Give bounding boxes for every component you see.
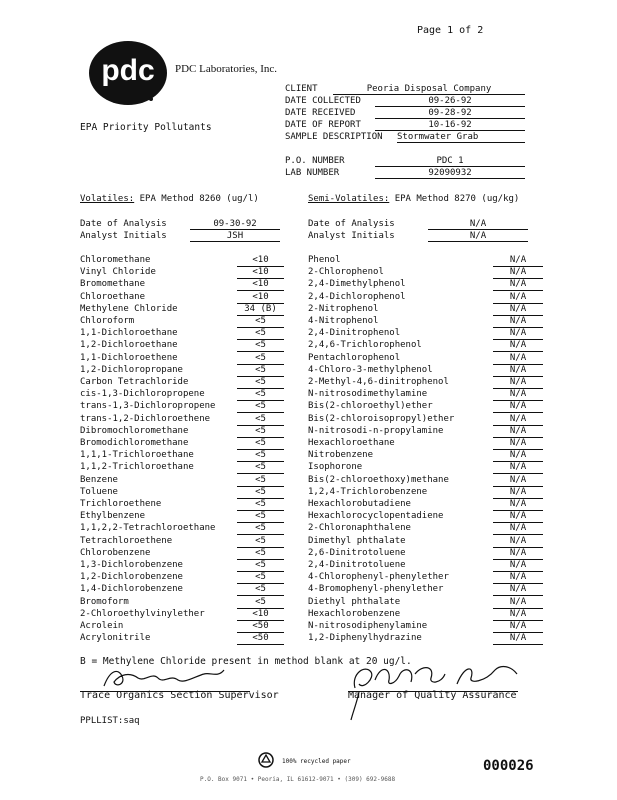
- semivolatile-analyte-result: N/A: [493, 425, 543, 438]
- semivolatile-analyte-name: 4-Bromophenyl-phenylether: [308, 584, 444, 595]
- document-number: 000026: [483, 758, 534, 774]
- volatile-analyte-result: <5: [237, 327, 284, 340]
- semivolatile-row: [308, 583, 543, 595]
- semivolatile-row: [308, 327, 543, 339]
- semivolatile-analyte-result: N/A: [493, 583, 543, 596]
- semivolatile-row: [308, 303, 543, 315]
- volatile-row: [80, 352, 300, 364]
- semivolatile-analyte-name: Phenol: [308, 255, 341, 265]
- volatile-row: [80, 339, 300, 351]
- semivolatile-analyte-result: N/A: [493, 596, 543, 609]
- volatile-analyte-result: <10: [237, 608, 284, 621]
- volatile-analyte-name: Bromoform: [80, 596, 129, 607]
- date-report-value: 10-16-92: [375, 120, 525, 131]
- volatile-analyte-result: <5: [237, 535, 284, 548]
- semivolatile-row: [308, 535, 543, 547]
- semivolatile-analyte-name: 2,4-Dinitrophenol: [308, 328, 401, 339]
- semivolatile-analyte-result: N/A: [493, 559, 543, 572]
- volatile-analyte-result: <5: [237, 461, 284, 474]
- volatile-analyte-result: <5: [237, 400, 284, 413]
- semivolatile-analyte-name: 2,4,6-Trichlorophenol: [308, 340, 422, 351]
- semivolatile-analyte-name: 2-Chloronaphthalene: [308, 523, 411, 534]
- volatile-row: [80, 486, 300, 498]
- volatile-row: [80, 303, 300, 315]
- semivolatile-analyte-result: N/A: [493, 522, 543, 535]
- volatile-row: [80, 437, 300, 449]
- semivolatile-analyte-name: 1,2-Diphenylhydrazine: [308, 633, 422, 644]
- volatile-row: [80, 547, 300, 559]
- semivolatile-analyte-result: N/A: [493, 571, 543, 584]
- volatiles-date-label: Date of Analysis: [80, 219, 167, 229]
- semivolatile-analyte-result: N/A: [493, 339, 543, 352]
- volatile-analyte-name: Toluene: [80, 486, 118, 497]
- semivolatiles-analyst-label: Analyst Initials: [308, 231, 395, 241]
- semivolatile-analyte-name: 2-Nitrophenol: [308, 303, 379, 314]
- volatile-analyte-name: Chloromethane: [80, 255, 151, 265]
- semivolatile-row: [308, 474, 543, 486]
- date-report-label: DATE OF REPORT: [285, 120, 361, 130]
- volatile-row: [80, 327, 300, 339]
- volatile-analyte-name: trans-1,2-Dichloroethene: [80, 413, 211, 424]
- volatile-row: [80, 449, 300, 461]
- supervisor-signature: [100, 664, 230, 692]
- semivolatile-row: [308, 498, 543, 510]
- semivolatile-analyte-result: N/A: [493, 303, 543, 316]
- reference-code: PPLLIST:saq: [80, 716, 140, 726]
- volatile-analyte-name: 1,1,1-Trichloroethane: [80, 450, 194, 461]
- semivolatile-row: [308, 254, 543, 266]
- volatile-analyte-name: 1,4-Dichlorobenzene: [80, 584, 183, 595]
- volatile-row: [80, 571, 300, 583]
- volatile-analyte-name: Bromomethane: [80, 279, 146, 290]
- volatiles-analyst-label: Analyst Initials: [80, 231, 167, 241]
- volatile-row: [80, 522, 300, 534]
- semivolatile-analyte-name: Isophorone: [308, 462, 363, 473]
- date-collected-value: 09-26-92: [375, 96, 525, 107]
- semivolatile-analyte-name: 2,4-Dinitrotoluene: [308, 560, 406, 570]
- semivolatile-analyte-result: N/A: [493, 486, 543, 499]
- volatile-analyte-result: <5: [237, 498, 284, 511]
- semivolatile-analyte-name: Pentachlorophenol: [308, 352, 401, 363]
- volatile-row: [80, 535, 300, 547]
- po-number-label: P.O. NUMBER: [285, 156, 345, 166]
- volatile-row: [80, 461, 300, 473]
- semivolatile-analyte-result: N/A: [493, 400, 543, 413]
- semivolatile-row: [308, 278, 543, 290]
- volatile-analyte-name: cis-1,3-Dichloropropene: [80, 389, 205, 400]
- volatile-analyte-name: 1,2-Dichloropropane: [80, 364, 183, 375]
- volatile-row: [80, 291, 300, 303]
- volatile-row: [80, 608, 300, 620]
- manager-title: Manager of Quality Assurance: [348, 690, 517, 701]
- volatile-analyte-result: <5: [237, 352, 284, 365]
- volatile-analyte-result: <10: [237, 254, 284, 267]
- volatile-row: [80, 510, 300, 522]
- volatile-row: [80, 388, 300, 400]
- recycle-icon: [258, 752, 274, 768]
- volatile-analyte-result: <5: [237, 547, 284, 560]
- semivolatile-analyte-result: N/A: [493, 474, 543, 487]
- semivolatile-analyte-name: Nitrobenzene: [308, 450, 374, 461]
- semivolatile-row: [308, 522, 543, 534]
- semivolatile-analyte-result: N/A: [493, 535, 543, 548]
- semivolatile-row: [308, 461, 543, 473]
- volatile-analyte-name: Chloroethane: [80, 291, 146, 302]
- footer-address: P.O. Box 9071 • Peoria, IL 61612-9071 • (309) 692-9688: [200, 776, 396, 783]
- semivolatile-analyte-name: Dimethyl phthalate: [308, 535, 406, 546]
- manager-signature: [345, 654, 525, 724]
- semivolatile-analyte-name: 2,6-Dinitrotoluene: [308, 547, 406, 558]
- volatile-analyte-result: <5: [237, 486, 284, 499]
- volatile-analyte-result: <5: [237, 388, 284, 401]
- volatile-row: [80, 583, 300, 595]
- volatile-analyte-result: <5: [237, 315, 284, 328]
- volatile-analyte-name: Vinyl Chloride: [80, 267, 156, 278]
- semivolatile-analyte-result: N/A: [493, 608, 543, 621]
- semivolatile-analyte-result: N/A: [493, 278, 543, 291]
- lab-name: PDC Laboratories, Inc.: [175, 63, 278, 75]
- footnote: B = Methylene Chloride present in method blank at 20 ug/l.: [80, 656, 412, 667]
- client-value: Peoria Disposal Company: [333, 84, 525, 95]
- semivolatile-row: [308, 510, 543, 522]
- volatile-row: [80, 376, 300, 388]
- volatile-analyte-result: <5: [237, 437, 284, 450]
- volatile-row: [80, 364, 300, 376]
- pdc-logo-icon: [88, 40, 168, 106]
- semivolatile-row: [308, 437, 543, 449]
- volatile-analyte-result: <5: [237, 474, 284, 487]
- volatile-analyte-name: 1,1-Dichloroethene: [80, 352, 178, 363]
- volatile-row: [80, 400, 300, 412]
- semivolatile-analyte-name: 1,2,4-Trichlorobenzene: [308, 486, 428, 497]
- semivolatile-analyte-name: 2,4-Dichlorophenol: [308, 291, 406, 302]
- semivolatile-row: [308, 352, 543, 364]
- volatile-analyte-result: <50: [237, 632, 284, 645]
- volatile-analyte-result: <5: [237, 449, 284, 462]
- volatile-analyte-result: <10: [237, 266, 284, 279]
- volatile-analyte-name: Ethylbenzene: [80, 511, 146, 522]
- semivolatile-analyte-result: N/A: [493, 254, 543, 267]
- semivolatile-analyte-result: N/A: [493, 437, 543, 450]
- semivolatile-analyte-name: 4-Chlorophenyl-phenylether: [308, 572, 449, 583]
- semivolatile-row: [308, 620, 543, 632]
- semivolatile-analyte-name: 4-Nitrophenol: [308, 316, 379, 326]
- semivolatile-analyte-result: N/A: [493, 291, 543, 304]
- volatile-analyte-name: Chloroform: [80, 316, 135, 326]
- semivolatile-analyte-name: Bis(2-chloroisopropyl)ether: [308, 413, 455, 424]
- semivolatile-analyte-result: N/A: [493, 352, 543, 365]
- semivolatile-row: [308, 571, 543, 583]
- semivolatile-analyte-name: 4-Chloro-3-methylphenol: [308, 364, 433, 375]
- semivolatile-row: [308, 449, 543, 461]
- volatile-analyte-name: Trichloroethene: [80, 499, 162, 509]
- volatile-row: [80, 425, 300, 437]
- semivolatile-analyte-result: N/A: [493, 498, 543, 511]
- volatile-analyte-result: <5: [237, 339, 284, 352]
- volatile-analyte-name: 1,2-Dichlorobenzene: [80, 572, 183, 583]
- volatile-analyte-result: <5: [237, 571, 284, 584]
- po-number-value: PDC 1: [375, 156, 525, 167]
- semivolatile-analyte-name: Hexachlorobutadiene: [308, 499, 411, 509]
- semivolatile-analyte-result: N/A: [493, 388, 543, 401]
- semivolatiles-date-label: Date of Analysis: [308, 219, 395, 229]
- semivolatile-analyte-name: Hexachlorobenzene: [308, 608, 401, 619]
- volatile-row: [80, 632, 300, 644]
- volatile-analyte-result: <5: [237, 413, 284, 426]
- document-title: EPA Priority Pollutants: [80, 122, 212, 133]
- volatile-analyte-name: 1,1-Dichloroethane: [80, 328, 178, 339]
- volatile-row: [80, 596, 300, 608]
- volatile-analyte-name: Benzene: [80, 474, 118, 485]
- semivolatile-analyte-name: N-nitrosodimethylamine: [308, 389, 428, 400]
- volatile-analyte-name: 1,2-Dichloroethane: [80, 340, 178, 351]
- semivolatile-row: [308, 596, 543, 608]
- semivolatile-analyte-result: N/A: [493, 461, 543, 474]
- volatile-analyte-name: Acrylonitrile: [80, 633, 151, 644]
- semivolatile-analyte-result: N/A: [493, 266, 543, 279]
- semivolatile-row: [308, 559, 543, 571]
- semivolatile-row: [308, 364, 543, 376]
- semivolatile-analyte-name: N-nitrosodiphenylamine: [308, 621, 428, 631]
- volatile-analyte-name: 2-Chloroethylvinylether: [80, 608, 205, 619]
- volatiles-analyst-value: JSH: [190, 231, 280, 242]
- volatile-analyte-name: Chlorobenzene: [80, 547, 151, 558]
- recycled-paper-note: 100% recycled paper: [282, 758, 351, 765]
- semivolatile-row: [308, 315, 543, 327]
- volatile-analyte-name: 1,3-Dichlorobenzene: [80, 560, 183, 570]
- volatile-analyte-name: Methylene Chloride: [80, 303, 178, 314]
- semivolatile-analyte-name: Diethyl phthalate: [308, 596, 401, 607]
- semivolatiles-date-value: N/A: [428, 219, 528, 230]
- semivolatile-analyte-name: Bis(2-chloroethoxy)methane: [308, 474, 449, 485]
- semivolatile-analyte-result: N/A: [493, 413, 543, 426]
- volatile-row: [80, 315, 300, 327]
- date-received-value: 09-28-92: [375, 108, 525, 119]
- volatile-analyte-result: <5: [237, 510, 284, 523]
- semivolatile-analyte-name: Hexachloroethane: [308, 438, 395, 448]
- volatile-analyte-name: Dibromochloromethane: [80, 425, 189, 436]
- semivolatile-row: [308, 400, 543, 412]
- volatiles-heading: Volatiles: EPA Method 8260 (ug/l): [80, 194, 259, 204]
- volatile-analyte-result: <5: [237, 425, 284, 438]
- semivolatiles-analyst-value: N/A: [428, 231, 528, 242]
- volatile-analyte-result: <5: [237, 364, 284, 377]
- semivolatile-row: [308, 486, 543, 498]
- volatile-analyte-name: 1,1,2,2-Tetrachloroethane: [80, 523, 216, 534]
- semivolatile-analyte-name: N-nitrosodi-n-propylamine: [308, 425, 444, 436]
- semivolatile-analyte-result: N/A: [493, 632, 543, 645]
- volatile-row: [80, 254, 300, 266]
- semivolatiles-heading: Semi-Volatiles: EPA Method 8270 (ug/kg): [308, 194, 520, 204]
- volatile-analyte-name: Carbon Tetrachloride: [80, 377, 189, 387]
- semivolatile-analyte-result: N/A: [493, 620, 543, 633]
- sample-description-label: SAMPLE DESCRIPTION: [285, 132, 383, 142]
- semivolatile-analyte-result: N/A: [493, 547, 543, 560]
- semivolatile-row: [308, 425, 543, 437]
- semivolatile-row: [308, 266, 543, 278]
- lab-number-label: LAB NUMBER: [285, 168, 340, 178]
- semivolatile-analyte-name: 2-Chlorophenol: [308, 267, 384, 278]
- semivolatile-row: [308, 413, 543, 425]
- semivolatile-analyte-result: N/A: [493, 376, 543, 389]
- semivolatile-analyte-result: N/A: [493, 510, 543, 523]
- semivolatile-row: [308, 632, 543, 644]
- volatiles-date-value: 09-30-92: [190, 219, 280, 230]
- semivolatile-row: [308, 547, 543, 559]
- semivolatile-row: [308, 608, 543, 620]
- volatile-analyte-result: <5: [237, 559, 284, 572]
- page-number: Page 1 of 2: [417, 25, 484, 36]
- volatile-analyte-result: <50: [237, 620, 284, 633]
- volatile-analyte-name: 1,1,2-Trichloroethane: [80, 462, 194, 473]
- date-received-label: DATE RECEIVED: [285, 108, 356, 118]
- volatile-row: [80, 266, 300, 278]
- volatile-row: [80, 620, 300, 632]
- supervisor-title: Trace Organics Section Supervisor: [80, 690, 279, 701]
- volatile-analyte-result: <10: [237, 278, 284, 291]
- volatile-analyte-name: Bromodichloromethane: [80, 438, 189, 448]
- semivolatile-row: [308, 339, 543, 351]
- lab-number-value: 92090932: [375, 168, 525, 179]
- date-collected-label: DATE COLLECTED: [285, 96, 361, 106]
- volatile-row: [80, 413, 300, 425]
- logo-text: pdc: [101, 54, 155, 87]
- semivolatile-analyte-name: 2,4-Dimethylphenol: [308, 279, 406, 290]
- volatile-analyte-result: <10: [237, 291, 284, 304]
- volatile-analyte-name: Acrolein: [80, 621, 124, 631]
- volatile-analyte-name: trans-1,3-Dichloropropene: [80, 401, 216, 412]
- semivolatile-analyte-name: Bis(2-chloroethyl)ether: [308, 401, 433, 412]
- semivolatile-analyte-result: N/A: [493, 315, 543, 328]
- volatile-row: [80, 559, 300, 571]
- volatile-analyte-result: <5: [237, 596, 284, 609]
- volatile-analyte-result: <5: [237, 376, 284, 389]
- volatile-row: [80, 474, 300, 486]
- volatile-row: [80, 498, 300, 510]
- volatile-analyte-name: Tetrachloroethene: [80, 535, 173, 546]
- sample-description-value: Stormwater Grab: [397, 132, 525, 143]
- semivolatile-analyte-result: N/A: [493, 449, 543, 462]
- volatile-analyte-result: <5: [237, 522, 284, 535]
- semivolatile-row: [308, 388, 543, 400]
- semivolatile-analyte-result: N/A: [493, 327, 543, 340]
- semivolatile-analyte-name: Hexachlorocyclopentadiene: [308, 511, 444, 522]
- semivolatile-row: [308, 291, 543, 303]
- volatile-analyte-result: <5: [237, 583, 284, 596]
- client-label: CLIENT: [285, 84, 318, 94]
- semivolatile-row: [308, 376, 543, 388]
- volatile-row: [80, 278, 300, 290]
- semivolatile-analyte-result: N/A: [493, 364, 543, 377]
- volatile-analyte-result: 34 (B): [237, 303, 284, 316]
- semivolatile-analyte-name: 2-Methyl-4,6-dinitrophenol: [308, 377, 449, 387]
